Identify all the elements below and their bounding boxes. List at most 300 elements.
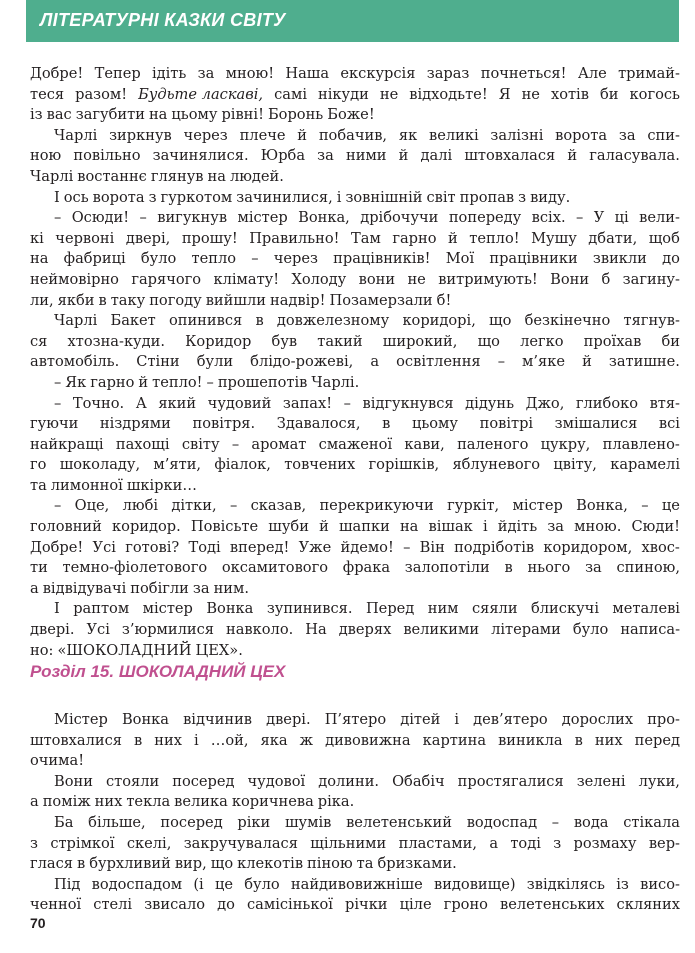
word: спи- (647, 126, 680, 144)
text-line (30, 188, 680, 209)
word: Позамерзали (329, 291, 433, 309)
word: Холоду (291, 270, 347, 288)
word: закручувалася (183, 834, 298, 852)
word: рівні! (221, 106, 264, 124)
word: побачив, (318, 126, 388, 144)
word: У (593, 209, 605, 227)
word: всі (658, 415, 680, 433)
word: з (30, 834, 38, 852)
word: Точно. (72, 394, 125, 412)
word: через (183, 126, 228, 144)
word: ціле (399, 896, 432, 914)
word: самісінької (246, 896, 333, 914)
word: щільними (310, 834, 387, 852)
word: всіх. (531, 209, 566, 227)
text-line (30, 311, 680, 332)
word: теся (30, 85, 65, 103)
word: гарно (90, 373, 135, 391)
word: шуби (268, 518, 309, 536)
word: повітрі (479, 415, 534, 433)
word: цьому (171, 106, 218, 124)
word: ли, (30, 291, 54, 309)
text-line (30, 332, 680, 353)
word: та (30, 476, 47, 494)
text-line (30, 208, 680, 229)
word: погоду (149, 291, 202, 309)
word: І (54, 188, 60, 206)
word: дивовижна (325, 731, 411, 749)
word: дідунь (465, 394, 515, 412)
word: дрібочучи (360, 209, 439, 227)
word: із (30, 106, 43, 124)
word: велетенських (500, 896, 605, 914)
word: них (94, 793, 123, 811)
word: Чарлі. (311, 373, 360, 391)
text-line (30, 435, 680, 456)
word: двері, (125, 229, 171, 247)
text-line (30, 105, 680, 126)
word: разом! (75, 85, 128, 103)
word: гарячого (131, 270, 202, 288)
word: м’яти, (153, 456, 202, 474)
word: стелі (93, 896, 133, 914)
word: дітей (400, 711, 441, 728)
word: темно-фіолетового (62, 559, 208, 577)
word: світу (181, 435, 220, 453)
word: й (582, 353, 592, 371)
word: проїхав (583, 332, 642, 350)
word: Коридор (185, 332, 252, 350)
word: виду. (530, 188, 571, 206)
text-line (30, 291, 680, 312)
word: ченної (30, 896, 82, 914)
text-line (30, 85, 680, 106)
word: го (30, 456, 47, 474)
word: – (229, 497, 238, 515)
word: ворота (92, 188, 145, 206)
word: за (585, 559, 602, 577)
word: м’яке (522, 353, 566, 371)
word: Під (54, 875, 81, 893)
word: дев’ятеро (473, 711, 548, 728)
word: Сюди! (631, 518, 680, 536)
text-line (30, 229, 680, 250)
word: штовхалися (30, 731, 122, 749)
word: і (336, 188, 342, 206)
word: скляних (616, 896, 680, 914)
word: піною (307, 855, 353, 873)
word: – (551, 813, 560, 831)
word: який (158, 394, 197, 412)
word: ніздрями (99, 415, 171, 433)
text-line (30, 455, 680, 476)
word: цвіту, (553, 456, 597, 474)
word: зелені (576, 772, 626, 790)
word: – (54, 209, 62, 227)
word: картина (422, 731, 487, 749)
word: пахощі (115, 435, 170, 453)
word: в (504, 559, 513, 577)
word: такий (317, 332, 363, 350)
word: шумів (284, 813, 332, 831)
word: Оце, (74, 497, 110, 515)
word: шкірки… (126, 476, 197, 494)
word: великі (428, 126, 479, 144)
word: ними (345, 147, 387, 165)
word: скелі, (126, 834, 172, 852)
word: таку (110, 291, 146, 309)
word: луки, (638, 772, 680, 790)
word: дверях (338, 621, 392, 639)
word: очима! (30, 752, 85, 770)
word: за (192, 579, 210, 597)
word: горішків, (368, 456, 440, 474)
word: працівники (489, 250, 578, 268)
word: блискучі (531, 600, 599, 618)
word: в (134, 731, 143, 749)
word: що (477, 332, 500, 350)
word: в (574, 731, 583, 749)
word: – (497, 353, 505, 371)
word: перекрикуючи (319, 497, 434, 515)
word: тепло! (152, 373, 203, 391)
word: двері. (30, 621, 75, 639)
word: ЦЕХ». (195, 641, 243, 659)
word: коричнева (231, 793, 314, 811)
word: ріка. (317, 793, 355, 811)
word: Там (351, 229, 381, 247)
text-line (30, 146, 680, 167)
word: тримай- (618, 65, 680, 82)
word: про- (647, 711, 680, 728)
word: любі (122, 497, 159, 515)
word: – (403, 538, 411, 556)
word: вони (358, 270, 396, 288)
word: простягалися (457, 772, 564, 790)
word: чудової (247, 772, 306, 790)
word: тепло (191, 250, 237, 268)
word: вода (573, 813, 609, 831)
word: з’юрмилися (121, 621, 214, 639)
word: загину- (622, 270, 680, 288)
word: навколо. (226, 621, 294, 639)
word: Але (577, 65, 607, 82)
word: були (196, 353, 234, 371)
word: й (448, 229, 458, 247)
word: лимонної (50, 476, 123, 494)
word: ти (30, 559, 48, 577)
word: й (567, 147, 578, 165)
word: яблуневого (452, 456, 541, 474)
word: – (206, 373, 214, 391)
word: і (482, 518, 488, 536)
word: «ШОКОЛАДНИЙ (57, 641, 192, 659)
word: Мої (445, 250, 475, 268)
word: прошепотів (217, 373, 308, 391)
word: висо- (640, 875, 680, 893)
word: ці (614, 209, 629, 227)
word: гроно (443, 896, 488, 914)
word: На (305, 621, 327, 639)
word: цьому (411, 415, 458, 433)
word: ідіть (151, 65, 187, 82)
text-line (30, 895, 680, 916)
word: і (454, 711, 460, 728)
word: не (407, 270, 426, 288)
word: – (641, 497, 649, 515)
word: дбати, (588, 229, 638, 247)
word: освітлення (396, 353, 481, 371)
word: тоді (510, 834, 541, 852)
word: когось (629, 85, 680, 103)
word: дітки, (171, 497, 217, 515)
text-line (30, 558, 680, 579)
text-line (30, 813, 680, 834)
word: великими (403, 621, 480, 639)
word: ним (427, 600, 459, 618)
word: Джо, (525, 394, 565, 412)
word: готові? (125, 538, 180, 556)
word: подріботів (454, 538, 535, 556)
text-line (30, 373, 680, 394)
word: коридор. (112, 518, 181, 536)
text-line (30, 64, 680, 85)
word: в (77, 855, 86, 873)
word: через (273, 250, 318, 268)
word: велика (174, 793, 228, 811)
word: повітря. (192, 415, 256, 433)
word: зачинилися, (236, 188, 333, 206)
word: хотів (550, 85, 589, 103)
chapter-heading: Розділ 15. ШОКОЛАДНИЙ ЦЕХ (30, 662, 286, 681)
text-line (30, 772, 680, 793)
word: широкий, (382, 332, 458, 350)
text-line (30, 834, 680, 855)
word: з (518, 188, 527, 206)
word: паленого (457, 435, 529, 453)
word: самі (274, 85, 307, 103)
word: дорослих (561, 711, 634, 728)
text-line (30, 579, 680, 600)
word: довжелезному (276, 312, 390, 330)
text-line (30, 538, 680, 559)
word: востаннє (77, 167, 147, 185)
word: містер (142, 600, 193, 618)
word: тепло! (469, 229, 520, 247)
word: Бакет (110, 312, 156, 330)
word: вішак (428, 518, 473, 536)
word: загубити (75, 106, 145, 124)
word: яка (260, 731, 288, 749)
word: річки (345, 896, 388, 914)
word: залізні (490, 126, 544, 144)
word: Усі (92, 538, 116, 556)
word: що (489, 312, 512, 330)
word: фабриці (63, 250, 126, 268)
word: Чарлі (30, 167, 74, 185)
word: ворота (555, 126, 608, 144)
word: фіалок, (214, 456, 271, 474)
word: глянув (150, 167, 204, 185)
word: ріки (237, 813, 271, 831)
word: ж (299, 731, 314, 749)
text-line (30, 352, 680, 373)
word: видовище) (433, 875, 516, 893)
word: …ой, (210, 731, 249, 749)
word: А (135, 394, 147, 412)
word: найдивовижніше (290, 875, 423, 893)
word: повільно (73, 147, 141, 165)
word: за (317, 147, 334, 165)
word: це (661, 497, 680, 515)
word: написа- (620, 621, 680, 639)
word: бризками. (377, 855, 457, 873)
word: людей. (229, 167, 284, 185)
word: плече (239, 126, 286, 144)
word: зараз (426, 65, 470, 82)
word: було (572, 621, 609, 639)
word: штовхалася (464, 147, 556, 165)
word: втя- (649, 394, 680, 412)
word: – (54, 394, 62, 412)
word: ним. (213, 579, 250, 597)
word: Стіни (136, 353, 180, 371)
word: карамелі (610, 456, 680, 474)
word: – (139, 209, 147, 227)
text-line (30, 620, 680, 641)
word: глася (30, 855, 73, 873)
text-line (30, 854, 680, 875)
word: стрімкої (50, 834, 115, 852)
word: кі (30, 229, 44, 247)
word: вир, (174, 855, 207, 873)
text-line (30, 517, 680, 538)
word: ось (63, 188, 89, 206)
text-line (30, 731, 680, 752)
word: посеред (160, 813, 223, 831)
word: ся (30, 332, 48, 350)
word: не (379, 85, 399, 103)
word: екскурсія (340, 65, 416, 82)
word: з (553, 834, 562, 852)
word: за (197, 65, 215, 82)
word: запах! (282, 394, 333, 412)
word: ною (30, 147, 62, 165)
word: Він (419, 538, 445, 556)
word: а (30, 579, 39, 597)
word: із (616, 875, 629, 893)
word: Вонка, (576, 497, 628, 515)
word: шапки (338, 518, 390, 536)
text-line (30, 599, 680, 620)
word: сказав, (250, 497, 307, 515)
word: що (210, 855, 234, 873)
word: стікала (623, 813, 680, 831)
word: текла (126, 793, 171, 811)
word: опинився (168, 312, 243, 330)
word: зачинялися. (152, 147, 249, 165)
word: коридором, (543, 538, 633, 556)
word: – (231, 435, 240, 453)
word: б! (436, 291, 452, 309)
word: би (599, 85, 619, 103)
word: фрака (342, 559, 391, 577)
word: на (207, 167, 226, 185)
running-header-title: ЛІТЕРАТУРНІ КАЗКИ СВІТУ (40, 10, 286, 30)
word: відчинив (183, 711, 253, 728)
word: літерами (491, 621, 561, 639)
word: Вонка (206, 600, 254, 618)
word: Я (498, 85, 511, 103)
word: на (30, 250, 49, 268)
text-line (30, 751, 680, 772)
word: попереду (448, 209, 522, 227)
word: Тоді (188, 538, 221, 556)
word: й (138, 373, 149, 391)
word: – (343, 394, 351, 412)
word: галасувала. (589, 147, 680, 165)
word: Вони (54, 772, 93, 790)
word: йдемо! (340, 538, 394, 556)
word: вигукнув (157, 209, 228, 227)
word: йдіть (497, 518, 538, 536)
word: з (148, 188, 157, 206)
word: б (601, 270, 611, 288)
word: в (98, 291, 107, 309)
text-line (30, 167, 680, 188)
text-line (30, 394, 680, 415)
word: і (194, 731, 199, 749)
word: Повісьте (190, 518, 259, 536)
word: безкінечно (524, 312, 611, 330)
word: блідо-рожеві, (250, 353, 354, 371)
word: Тепер (94, 65, 141, 82)
story-text-block-1 (30, 64, 680, 661)
word: бурхливий (89, 855, 171, 873)
word: червоні (55, 229, 115, 247)
word: на (148, 106, 168, 124)
word: до (217, 896, 235, 914)
word: хвос- (641, 538, 680, 556)
word: містер (237, 209, 288, 227)
word: – (54, 373, 62, 391)
word: Чарлі (54, 312, 98, 330)
word: звисало (144, 896, 206, 914)
word: гуркотом (160, 188, 233, 206)
word: долини. (318, 772, 380, 790)
word: Вонка (121, 711, 169, 728)
word: та (356, 855, 374, 873)
word: а (370, 353, 380, 371)
word: Наша (285, 65, 330, 82)
word: було (244, 875, 280, 893)
word: – (576, 209, 584, 227)
word: сяяли (471, 600, 518, 618)
word: гарно (392, 229, 437, 247)
word: смаженої (318, 435, 393, 453)
word: зиркнув (109, 126, 172, 144)
word: прошу! (181, 229, 238, 247)
word: на (399, 518, 419, 536)
word: легко (520, 332, 564, 350)
word: би (661, 332, 680, 350)
word: відходьте! (409, 85, 488, 103)
word: було (140, 250, 177, 268)
story-text-block-2 (30, 710, 680, 916)
word: них (154, 731, 182, 749)
word: був (271, 332, 298, 350)
word: Добре! (30, 65, 84, 82)
